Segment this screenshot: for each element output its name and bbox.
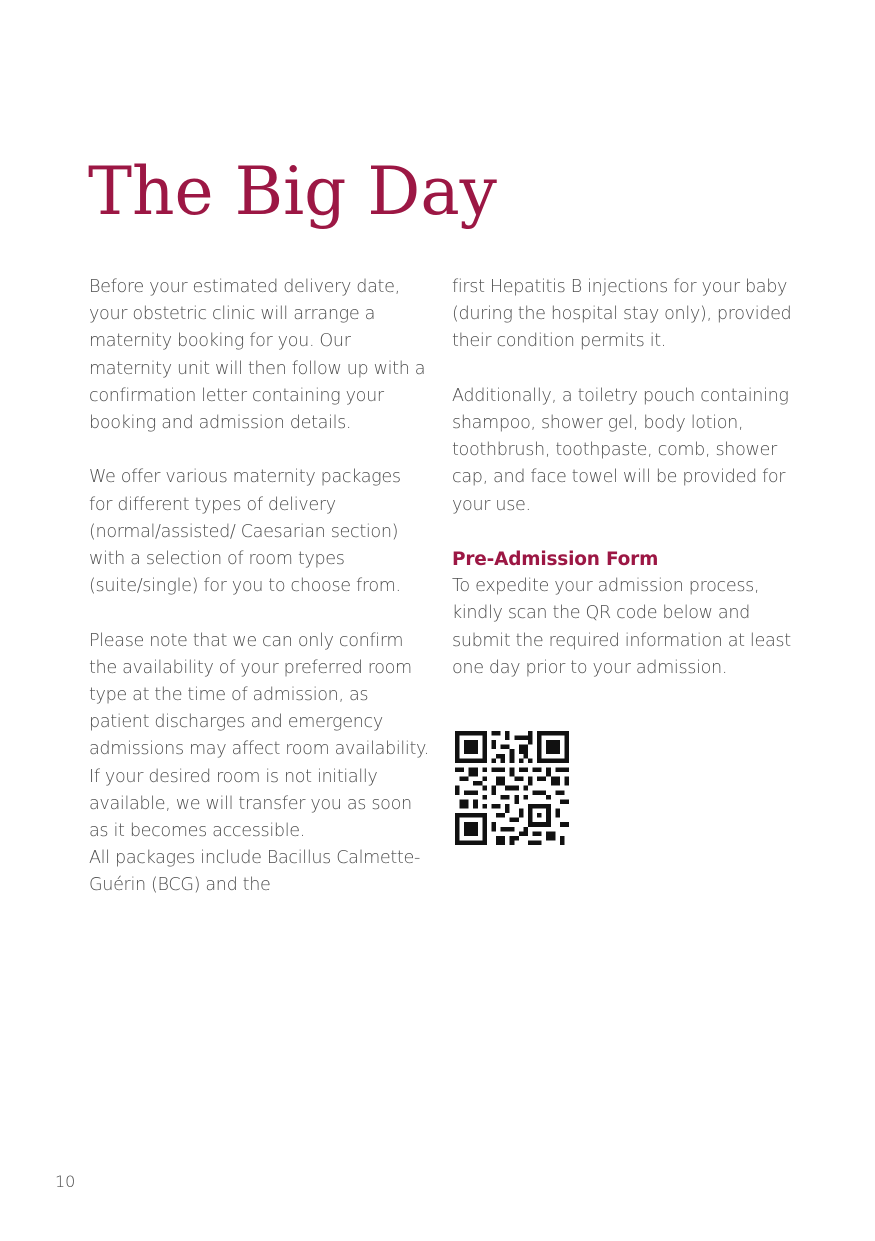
left-column [89, 274, 429, 900]
availability-paragraph: Please note that we can only confirm the availability of your preferred room type at the time of admission, as patient discharges and emergency admissions may affect room availability. If your desired room is not initially available, we will transfer you as soon as it becomes accessible. [89, 630, 429, 842]
pre-admission-paragraph: To expedite your admission process, kindly scan the QR code below and submit the required information at least one day prior to your admission. [452, 576, 791, 678]
injections-paragraph-end: first Hepatitis B injections for your baby (during the hospital stay only), provided their condition permits it. [452, 277, 792, 352]
page-number: 10 [55, 1172, 76, 1191]
right-column [452, 274, 797, 682]
page-title: The Big Day [88, 153, 497, 230]
packages-paragraph: We offer various maternity packages for different types of delivery (normal/assisted/ Caesarian section) with a selection of room types (suite/single) for you to choose from. [89, 467, 401, 597]
injections-paragraph-start: All packages include Bacillus Calmette-Guérin (BCG) and the [89, 848, 420, 896]
booking-paragraph: Before your estimated delivery date, your obstetric clinic will arrange a maternity booking for you. Our maternity unit will then follow up with a confirmation letter containing your booking and admission details. [89, 277, 426, 434]
qr-code-icon[interactable] [455, 731, 569, 845]
toiletry-paragraph: Additionally, a toiletry pouch containing shampoo, shower gel, body lotion, toothbrush, toothpaste, comb, shower cap, and face towel will be provided for your use. [452, 385, 789, 515]
pre-admission-heading: Pre-Admission Form [452, 549, 659, 570]
